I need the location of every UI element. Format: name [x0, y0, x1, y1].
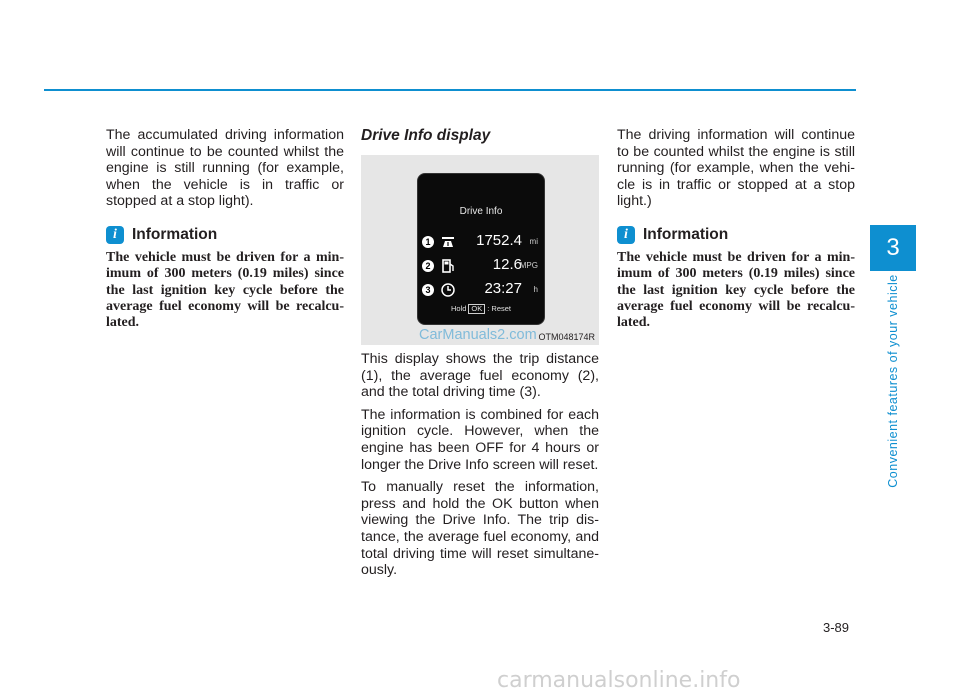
- screen-title: Drive Info: [459, 206, 503, 217]
- paragraph-driving-info: The driving information will continue to be counted whilst the engine is still running (for example, when the vehi-cle is in traffic or stopped at a stop light.): [617, 127, 855, 210]
- road-icon: [440, 234, 456, 250]
- trip-distance-value: 1752.4: [476, 232, 522, 249]
- fuel-economy-row: [422, 256, 540, 276]
- page-number: 3-89: [823, 620, 850, 635]
- clock-icon: [440, 282, 456, 298]
- information-title: Information: [132, 225, 218, 243]
- paragraph-manual-reset: To manually reset the information, press and hold the OK button when viewing the Drive Info. The trip dis-tance, the average fuel economy, and total driving time will reset simultane-ously.: [361, 479, 599, 579]
- column-right: [617, 127, 855, 331]
- cluster-screen: [417, 173, 545, 325]
- paragraph-display-shows: This display shows the trip distance (1), the average fuel economy (2), and the total driving time (3).: [361, 351, 599, 401]
- information-heading: [617, 226, 855, 244]
- reset-hint-suffix: : Reset: [487, 304, 512, 313]
- information-body: The vehicle must be driven for a min-imum of 300 meters (0.19 miles) since the last ignition key cycle before the average fuel economy will be recalcu-lated.: [106, 249, 344, 331]
- fuel-economy-value: 12.6: [492, 256, 522, 273]
- callout-badge: 1: [422, 236, 434, 248]
- callout-badge: 2: [422, 260, 434, 272]
- driving-time-unit: h: [533, 285, 538, 294]
- ok-button-glyph: OK: [468, 304, 485, 314]
- driving-time-row: [422, 280, 540, 300]
- information-title: Information: [643, 225, 729, 243]
- paragraph-combined-info: The information is combined for each ignition cycle. However, when the engine has been OFF for 4 hours or longer the Drive Info screen will reset.: [361, 406, 599, 473]
- information-body: The vehicle must be driven for a min-imum of 300 meters (0.19 miles) since the last ignition key cycle before the average fuel economy will be recalcu-lated.: [617, 249, 855, 331]
- reset-hint: [418, 304, 544, 314]
- information-heading: [106, 226, 344, 244]
- chapter-side-label: Convenient features of your vehicle: [886, 274, 900, 488]
- info-icon: i: [106, 226, 124, 244]
- trip-distance-unit: mi: [529, 237, 538, 246]
- info-icon: i: [617, 226, 635, 244]
- driving-time-value: 23:27: [484, 280, 522, 297]
- paragraph-accumulated-info: The accumulated driving information will continue to be counted whilst the engine is still running (for example, when the vehicle is in traffic or stopped at a stop light).: [106, 127, 344, 210]
- fuel-economy-unit: MPG: [519, 261, 538, 270]
- callout-badge: 3: [422, 284, 434, 296]
- watermark-text: CarManuals2.com: [419, 327, 537, 343]
- header-rule: [44, 89, 856, 91]
- fuel-pump-icon: [440, 258, 456, 274]
- section-title: Drive Info display: [361, 127, 491, 144]
- column-middle: [361, 127, 599, 579]
- column-left: [106, 127, 344, 331]
- drive-info-figure: [361, 155, 599, 345]
- trip-distance-row: [422, 232, 540, 252]
- chapter-tab: 3: [870, 225, 916, 271]
- figure-code: OTM048174R: [538, 332, 595, 342]
- reset-hint-prefix: Hold: [450, 304, 467, 313]
- footer-watermark: carmanualsonline.info: [497, 668, 741, 693]
